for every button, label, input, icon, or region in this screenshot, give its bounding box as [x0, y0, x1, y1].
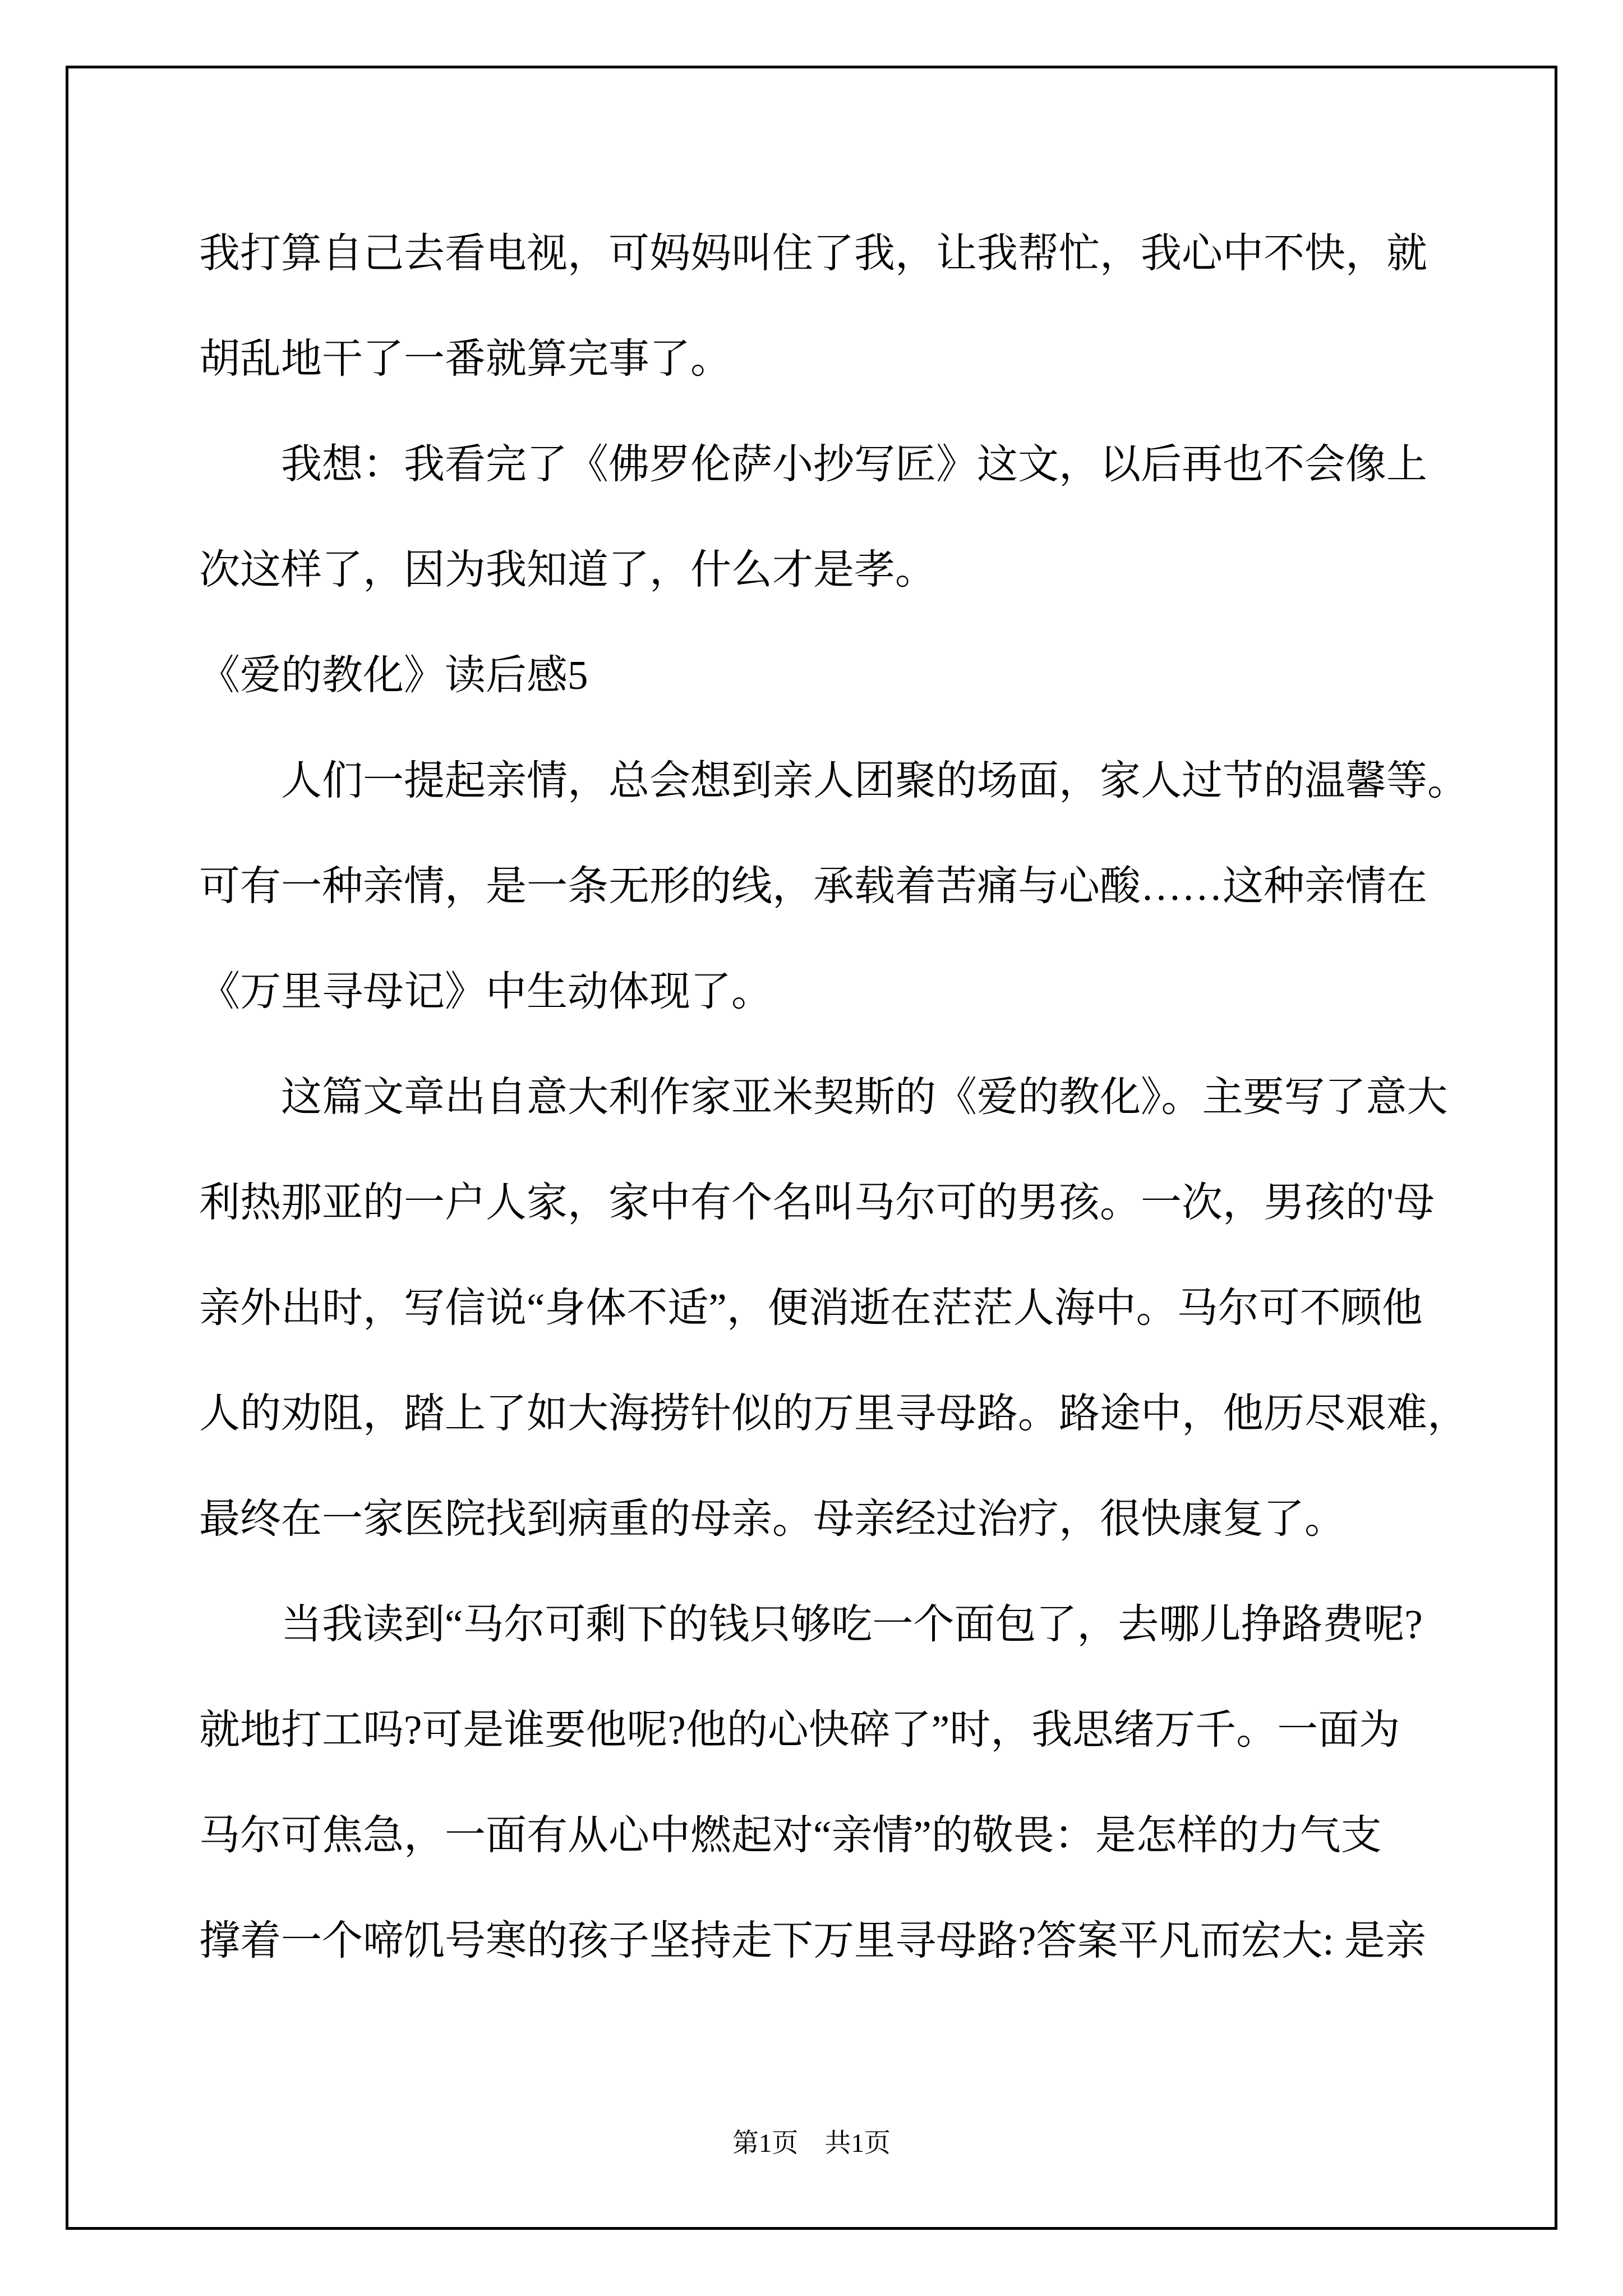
text-line: 利热那亚的一户人家，家中有个名叫马尔可的男孩。一次，男孩的'母	[199, 1180, 1435, 1225]
text-line: 当我读到“马尔可剩下的钱只够吃一个面包了，去哪儿挣路费呢?	[281, 1602, 1423, 1647]
text-line: 亲外出时，写信说“身体不适”，便消逝在茫茫人海中。马尔可不顾他	[199, 1285, 1423, 1331]
text-line: 撑着一个啼饥号寒的孩子坚持走下万里寻母路?答案平凡而宏大: 是亲	[199, 1918, 1426, 1963]
text-block	[199, 201, 1468, 1994]
text-line: 人们一提起亲情，总会想到亲人团聚的场面，家人过节的温馨等。	[281, 758, 1468, 803]
text-line: 最终在一家医院找到病重的母亲。母亲经过治疗，很快康复了。	[199, 1496, 1345, 1542]
text-line: 人的劝阻，踏上了如大海捞针似的万里寻母路。路途中，他历尽艰难，	[199, 1391, 1468, 1436]
text-line: 这篇文章出自意大利作家亚米契斯的《爱的教化》。主要写了意大	[281, 1074, 1448, 1120]
text-line: 就地打工吗?可是谁要他呢?他的心快碎了”时，我思绪万千。一面为	[199, 1707, 1400, 1752]
text-line: 《万里寻母记》中生动体现了。	[199, 969, 772, 1014]
text-line: 次这样了，因为我知道了，什么才是孝。	[199, 547, 936, 592]
page-number-footer: 第1页 共1页	[732, 2129, 891, 2158]
text-line: 可有一种亲情，是一条无形的线，承载着苦痛与心酸……这种亲情在	[199, 863, 1427, 909]
text-line: 胡乱地干了一番就算完事了。	[199, 336, 731, 381]
text-line: 我打算自己去看电视，可妈妈叫住了我，让我帮忙，我心中不快，就	[199, 231, 1427, 276]
text-line: 马尔可焦急，一面有从心中燃起对“亲情”的敬畏：是怎样的力气支	[199, 1812, 1382, 1858]
text-line: 《爱的教化》读后感5	[199, 652, 588, 698]
text-line: 我想：我看完了《佛罗伦萨小抄写匠》这文，以后再也不会像上	[281, 441, 1427, 487]
